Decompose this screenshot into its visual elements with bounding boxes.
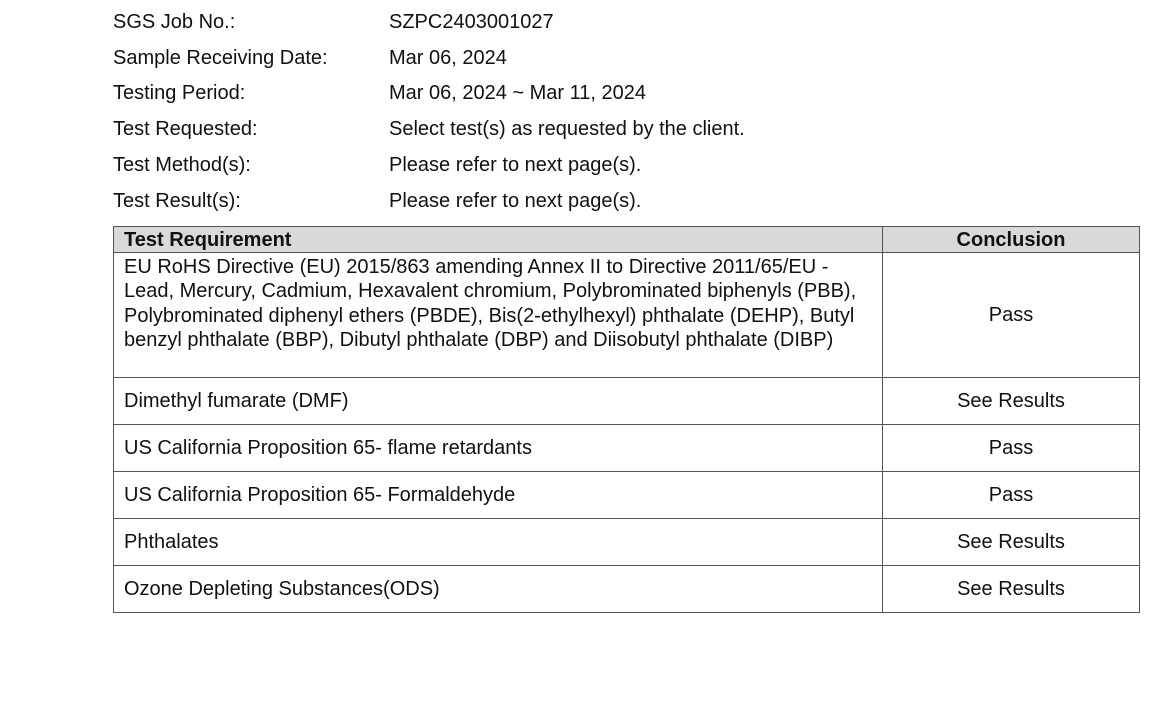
info-row-receiving-date [113, 40, 745, 76]
info-value: Mar 06, 2024 ~ Mar 11, 2024 [389, 82, 647, 105]
table-row [114, 472, 1140, 519]
info-value: Select test(s) as requested by the client. [389, 118, 745, 141]
info-value: Mar 06, 2024 [389, 46, 507, 69]
table-row [114, 519, 1140, 566]
requirement-cell: EU RoHS Directive (EU) 2015/863 amending Annex II to Directive 2011/65/EU - Lead, Mercury, Cadmium, Hexavalent chromium, Polybrominated biphenyls (PBB), Polybrominated diphenyl ethers (PBDE), Bis(2-ethylhexyl) phthalate (DEHP), Butyl benzyl phthalate (BBP), Dibutyl phthalate (DBP) and Diisobutyl phthalate (DIBP) [114, 253, 883, 378]
info-label: Test Requested: [113, 118, 258, 141]
info-row-testing-period [113, 76, 745, 112]
conclusion-cell: Pass [883, 472, 1140, 519]
conclusion-cell: See Results [883, 566, 1140, 613]
info-value: Please refer to next page(s). [389, 189, 642, 212]
header-test-requirement: Test Requirement [114, 227, 883, 253]
info-label: Testing Period: [113, 82, 246, 105]
requirement-cell: US California Proposition 65- flame retardants [114, 425, 883, 472]
conclusion-cell: See Results [883, 519, 1140, 566]
table-row [114, 425, 1140, 472]
table-header-row [114, 227, 1140, 253]
info-row-job-no [113, 4, 745, 40]
table-row [114, 253, 1140, 378]
info-row-test-methods [113, 147, 745, 183]
conclusion-cell: Pass [883, 425, 1140, 472]
table-row [114, 378, 1140, 425]
requirement-cell: US California Proposition 65- Formaldehyde [114, 472, 883, 519]
info-label: Test Method(s): [113, 154, 251, 177]
info-value: SZPC2403001027 [389, 10, 554, 33]
report-info-block [113, 4, 745, 219]
table-body [114, 253, 1140, 613]
info-label: Test Result(s): [113, 189, 241, 212]
requirement-cell: Phthalates [114, 519, 883, 566]
table-header [114, 227, 1140, 253]
info-label: Sample Receiving Date: [113, 46, 328, 69]
conclusion-cell: See Results [883, 378, 1140, 425]
table-row [114, 566, 1140, 613]
test-results-table [113, 226, 1140, 613]
info-row-test-requested [113, 111, 745, 147]
header-conclusion: Conclusion [883, 227, 1140, 253]
requirement-cell: Dimethyl fumarate (DMF) [114, 378, 883, 425]
info-value: Please refer to next page(s). [389, 154, 642, 177]
conclusion-cell: Pass [883, 253, 1140, 378]
info-label: SGS Job No.: [113, 10, 236, 33]
info-row-test-results [113, 183, 745, 219]
requirement-cell: Ozone Depleting Substances(ODS) [114, 566, 883, 613]
